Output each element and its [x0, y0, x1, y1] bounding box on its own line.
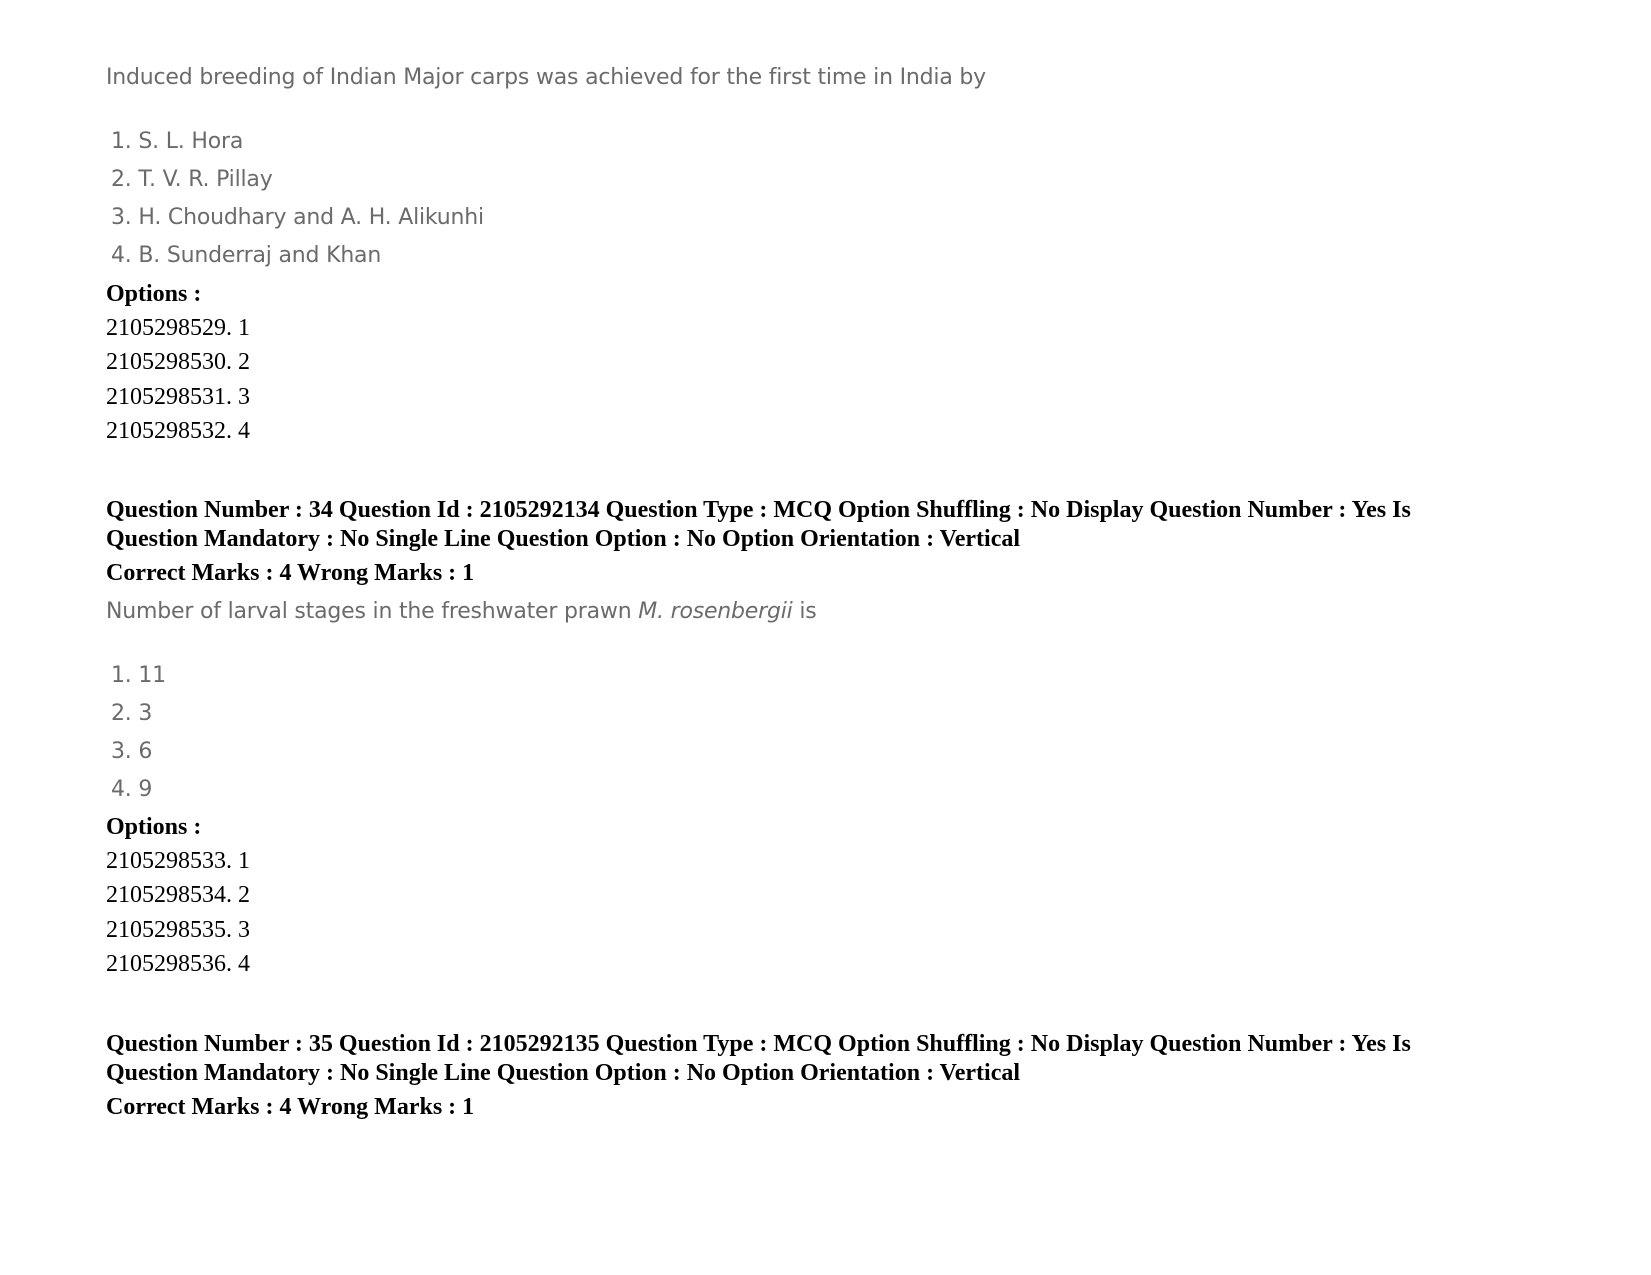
- question-33-choice-1: 1. S. L. Hora: [111, 129, 244, 154]
- question-34-text-before: Number of larval stages in the freshwater prawn: [106, 599, 639, 624]
- question-35-marks: Correct Marks : 4 Wrong Marks : 1: [106, 1094, 475, 1120]
- question-34-options-label: Options :: [106, 814, 202, 840]
- question-34-text: [106, 599, 817, 624]
- question-33-text: Induced breeding of Indian Major carps was achieved for the first time in India by: [106, 65, 986, 90]
- question-34-choice-1: 1. 11: [111, 663, 166, 688]
- question-34-choice-4: 4. 9: [111, 777, 153, 802]
- question-33-option-3: 2105298531. 3: [106, 384, 250, 410]
- question-34-choice-2: 2. 3: [111, 701, 153, 726]
- question-34-option-2: 2105298534. 2: [106, 882, 250, 908]
- question-33-choice-2: 2. T. V. R. Pillay: [111, 167, 273, 192]
- question-35-meta-line-1: Question Number : 35 Question Id : 2105292135 Question Type : MCQ Option Shuffling : No Display Question Number : Yes Is: [106, 1031, 1411, 1057]
- question-33-option-4: 2105298532. 4: [106, 418, 250, 444]
- question-34-option-1: 2105298533. 1: [106, 848, 250, 874]
- question-34-meta-line-2: Question Mandatory : No Single Line Question Option : No Option Orientation : Vertical: [106, 526, 1021, 552]
- question-34-meta-line-1: Question Number : 34 Question Id : 2105292134 Question Type : MCQ Option Shuffling : No Display Question Number : Yes Is: [106, 497, 1411, 523]
- question-34-option-4: 2105298536. 4: [106, 951, 250, 977]
- question-33-option-1: 2105298529. 1: [106, 315, 250, 341]
- question-33-option-2: 2105298530. 2: [106, 349, 250, 375]
- question-34-text-after: is: [792, 599, 817, 624]
- question-34-species: M. rosenbergii: [638, 599, 793, 624]
- question-35-meta-line-2: Question Mandatory : No Single Line Question Option : No Option Orientation : Vertical: [106, 1060, 1021, 1086]
- question-34-option-3: 2105298535. 3: [106, 917, 250, 943]
- question-33-options-label: Options :: [106, 281, 202, 307]
- question-34-choice-3: 3. 6: [111, 739, 153, 764]
- question-34-marks: Correct Marks : 4 Wrong Marks : 1: [106, 560, 475, 586]
- question-33-choice-4: 4. B. Sunderraj and Khan: [111, 243, 382, 268]
- question-33-choice-3: 3. H. Choudhary and A. H. Alikunhi: [111, 205, 484, 230]
